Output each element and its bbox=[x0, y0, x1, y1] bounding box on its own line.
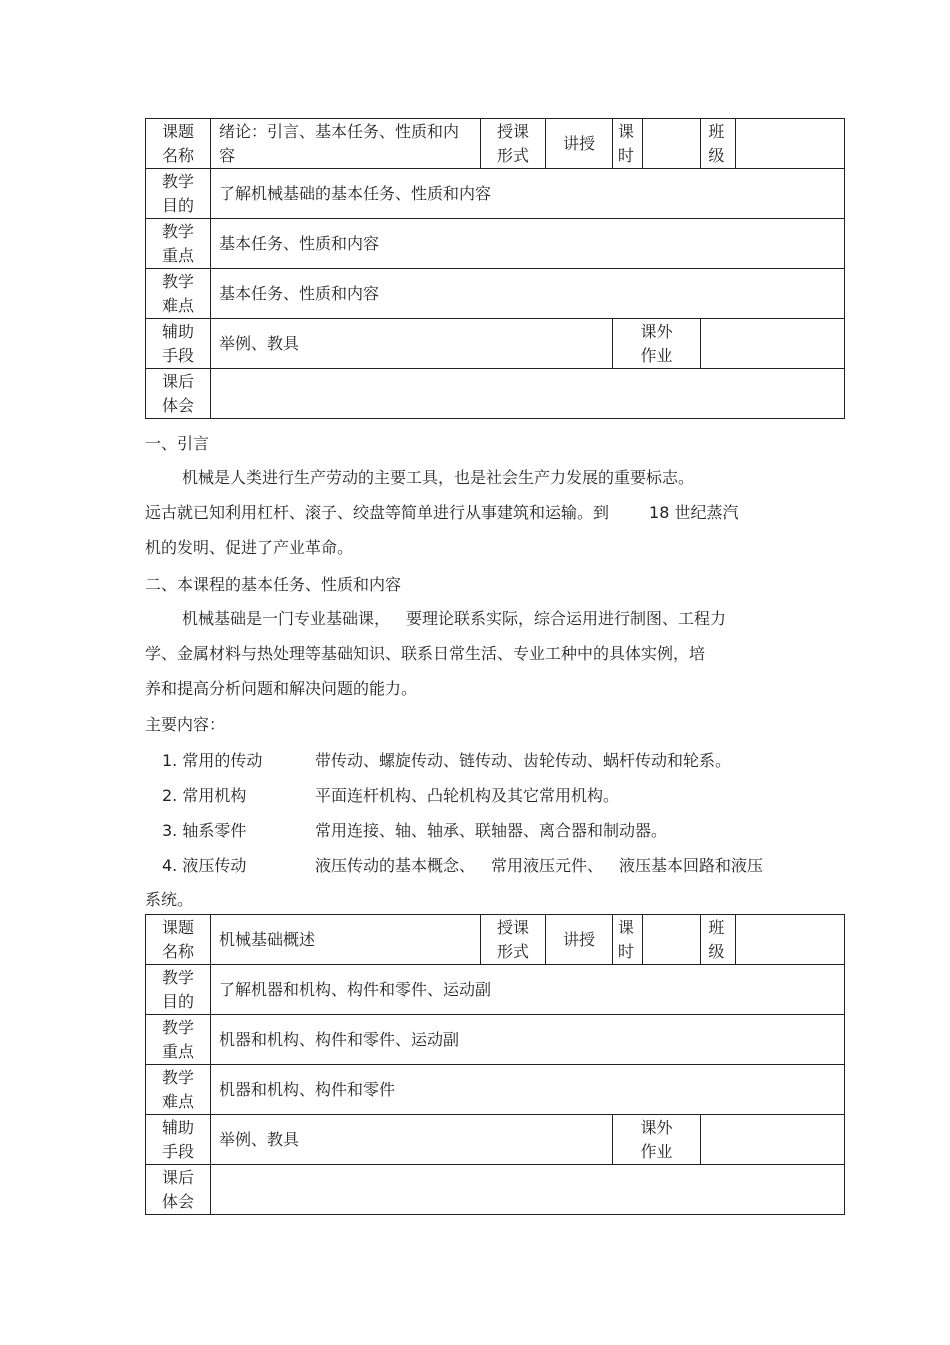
focus-label: 教学重点 bbox=[146, 1015, 211, 1065]
homework-value bbox=[701, 1115, 845, 1165]
class-label: 班级 bbox=[701, 119, 736, 169]
aids-label: 辅助手段 bbox=[146, 1115, 211, 1165]
main-content-label: 主要内容： bbox=[145, 715, 226, 734]
aids-value: 举例、教具 bbox=[211, 319, 613, 369]
difficulty-label: 教学难点 bbox=[146, 269, 211, 319]
hours-value bbox=[643, 915, 701, 965]
list-item: 1. 常用的传动 带传动、螺旋传动、链传动、齿轮传动、蜗杆传动和轮系。 bbox=[162, 751, 732, 770]
section-2-paragraph bbox=[145, 601, 810, 706]
title-label: 课题名称 bbox=[146, 915, 211, 965]
para-line: 远古就已知利用杠杆、滚子、绞盘等简单进行从事建筑和运输。到 18 世纪蒸汽 bbox=[145, 503, 739, 522]
title-value: 绪论：引言、基本任务、性质和内容 bbox=[211, 119, 481, 169]
hours-label: 课时 bbox=[613, 119, 643, 169]
focus-value: 基本任务、性质和内容 bbox=[211, 219, 845, 269]
purpose-label: 教学目的 bbox=[146, 169, 211, 219]
class-value bbox=[736, 119, 845, 169]
purpose-label: 教学目的 bbox=[146, 965, 211, 1015]
class-label: 班级 bbox=[701, 915, 736, 965]
aids-label: 辅助手段 bbox=[146, 319, 211, 369]
para-line: 机械是人类进行生产劳动的主要工具，也是社会生产力发展的重要标志。 bbox=[182, 468, 695, 487]
form-label: 授课形式 bbox=[481, 119, 546, 169]
class-value bbox=[736, 915, 845, 965]
section-1-title: 一、引言 bbox=[145, 434, 210, 453]
homework-value bbox=[701, 319, 845, 369]
list-item: 4. 液压传动 液压传动的基本概念、 常用液压元件、 液压基本回路和液压 bbox=[162, 856, 764, 875]
purpose-value: 了解机械基础的基本任务、性质和内容 bbox=[211, 169, 845, 219]
list-item: 3. 轴系零件 常用连接、轴、轴承、联轴器、离合器和制动器。 bbox=[162, 821, 668, 840]
difficulty-value: 机器和机构、构件和零件 bbox=[211, 1065, 845, 1115]
title-label: 课题名称 bbox=[146, 119, 211, 169]
form-value: 讲授 bbox=[546, 915, 613, 965]
list-item: 2. 常用机构 平面连杆机构、凸轮机构及其它常用机构。 bbox=[162, 786, 620, 805]
para-line: 机械基础是一门专业基础课， 要理论联系实际，综合运用进行制图、工程力 bbox=[182, 609, 727, 628]
difficulty-value: 基本任务、性质和内容 bbox=[211, 269, 845, 319]
lesson-table-1 bbox=[145, 118, 845, 419]
reflection-label: 课后体会 bbox=[146, 1165, 211, 1215]
form-value: 讲授 bbox=[546, 119, 613, 169]
lesson-table-2 bbox=[145, 914, 845, 1215]
focus-value: 机器和机构、构件和零件、运动副 bbox=[211, 1015, 845, 1065]
hours-value bbox=[643, 119, 701, 169]
section-2-title: 二、本课程的基本任务、性质和内容 bbox=[145, 575, 402, 594]
reflection-value bbox=[211, 1165, 845, 1215]
para-line: 养和提高分析问题和解决问题的能力。 bbox=[145, 679, 418, 698]
hours-label: 课时 bbox=[613, 915, 643, 965]
reflection-value bbox=[211, 369, 845, 419]
form-label: 授课形式 bbox=[481, 915, 546, 965]
para-line: 学、金属材料与热处理等基础知识、联系日常生活、专业工种中的具体实例，培 bbox=[145, 644, 706, 663]
homework-label: 课外作业 bbox=[613, 1115, 701, 1165]
difficulty-label: 教学难点 bbox=[146, 1065, 211, 1115]
homework-label: 课外作业 bbox=[613, 319, 701, 369]
purpose-value: 了解机器和机构、构件和零件、运动副 bbox=[211, 965, 845, 1015]
focus-label: 教学重点 bbox=[146, 219, 211, 269]
aids-value: 举例、教具 bbox=[211, 1115, 613, 1165]
title-value: 机械基础概述 bbox=[211, 915, 481, 965]
para-line: 机的发明、促进了产业革命。 bbox=[145, 538, 354, 557]
reflection-label: 课后体会 bbox=[146, 369, 211, 419]
list-tail: 系统。 bbox=[145, 890, 194, 909]
section-1-paragraph bbox=[145, 460, 810, 565]
